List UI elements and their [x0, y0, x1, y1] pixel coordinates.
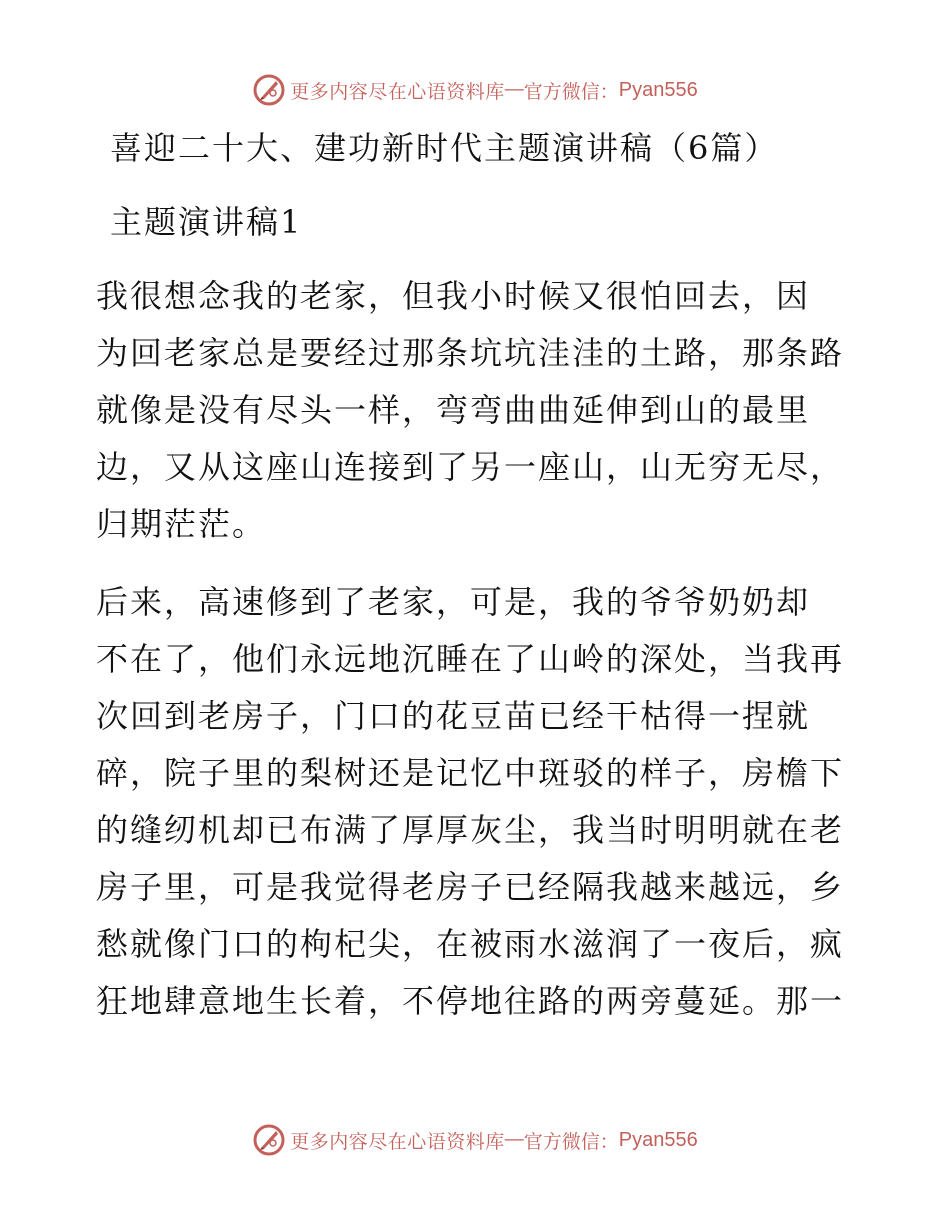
document-title: 喜迎二十大、建功新时代主题演讲稿（6篇）: [110, 129, 779, 167]
paragraph-line: 的缝纫机却已布满了厚厚灰尘，我当时明明就在老: [96, 811, 845, 849]
banner-wechat-id: Pyan556: [618, 78, 698, 101]
paragraph-line: 房子里，可是我觉得老房子已经隔我越来越远，乡: [96, 868, 845, 906]
quill-pen-logo-icon: [252, 73, 286, 107]
banner-wechat-label: 官方微信：: [523, 1130, 619, 1153]
paragraph-2: [96, 574, 854, 1030]
banner-wechat-id: Pyan556: [618, 1128, 698, 1151]
paragraph-line: 次回到老房子，门口的花豆苗已经干枯得一捏就: [96, 697, 811, 735]
paragraph-1: [96, 268, 854, 553]
paragraph-line: 愁就像门口的枸杞尖，在被雨水滋润了一夜后，疯: [96, 925, 845, 963]
paragraph-line: 边，又从这座山连接到了另一座山，山无穷无尽，: [96, 448, 845, 486]
footer-banner: [0, 1118, 950, 1162]
paragraph-line: 不在了，他们永远地沉睡在了山岭的深处，当我再: [96, 640, 845, 678]
paragraph-line: 狂地肆意地生长着，不停地往路的两旁蔓延。那一: [96, 982, 845, 1020]
banner-dash: —: [504, 1129, 524, 1150]
paragraph-line: 就像是没有尽头一样，弯弯曲曲延伸到山的最里: [96, 391, 811, 429]
paragraph-line: 为回老家总是要经过那条坑坑洼洼的土路，那条路: [96, 334, 845, 372]
paragraph-line: 碎，院子里的梨树还是记忆中斑驳的样子，房檐下: [96, 754, 845, 792]
banner-slogan: 更多内容尽在心语资料库: [290, 80, 505, 103]
banner-slogan: 更多内容尽在心语资料库: [290, 1130, 505, 1153]
paragraph-line: 归期茫茫。: [96, 505, 267, 543]
paragraph-line: 我很想念我的老家，但我小时候又很怕回去，因: [96, 277, 811, 315]
header-banner: [0, 68, 950, 112]
paragraph-line: 后来，高速修到了老家，可是，我的爷爷奶奶却: [96, 583, 811, 621]
section-heading: 主题演讲稿1: [110, 203, 303, 241]
banner-wechat-label: 官方微信：: [523, 80, 619, 103]
banner-dash: —: [504, 79, 524, 100]
quill-pen-logo-icon: [252, 1123, 286, 1157]
